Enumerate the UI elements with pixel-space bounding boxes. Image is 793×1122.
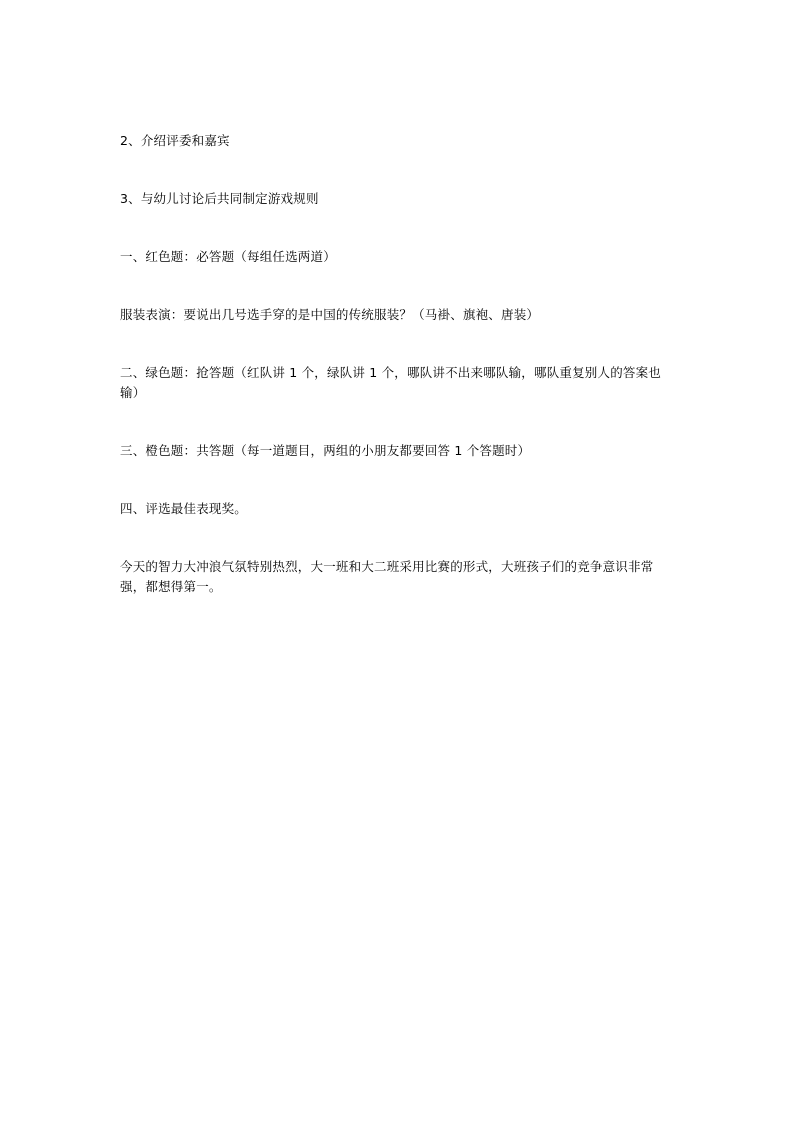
paragraph-introduce-judges: 2、介绍评委和嘉宾 [120, 133, 230, 148]
paragraph-green-questions: 二、绿色题：抢答题（红队讲 1 个，绿队讲 1 个，哪队讲不出来哪队输，哪队重复别人的答案也输） [120, 365, 662, 400]
document-body [120, 131, 676, 597]
paragraph-best-performance-award: 四、评选最佳表现奖。 [120, 501, 248, 516]
paragraph-game-rules: 3、与幼儿讨论后共同制定游戏规则 [120, 191, 319, 206]
paragraph-costume-show: 服装表演：要说出几号选手穿的是中国的传统服装？（马褂、旗袍、唐装） [120, 307, 540, 322]
paragraph-summary: 今天的智力大冲浪气氛特别热烈，大一班和大二班采用比赛的形式，大班孩子们的竞争意识非常强，都想得第一。 [120, 559, 654, 594]
paragraph-orange-questions: 三、橙色题：共答题（每一道题目，两组的小朋友都要回答 1 个答题时） [120, 443, 531, 458]
paragraph-red-questions: 一、红色题：必答题（每组任选两道） [120, 249, 336, 264]
